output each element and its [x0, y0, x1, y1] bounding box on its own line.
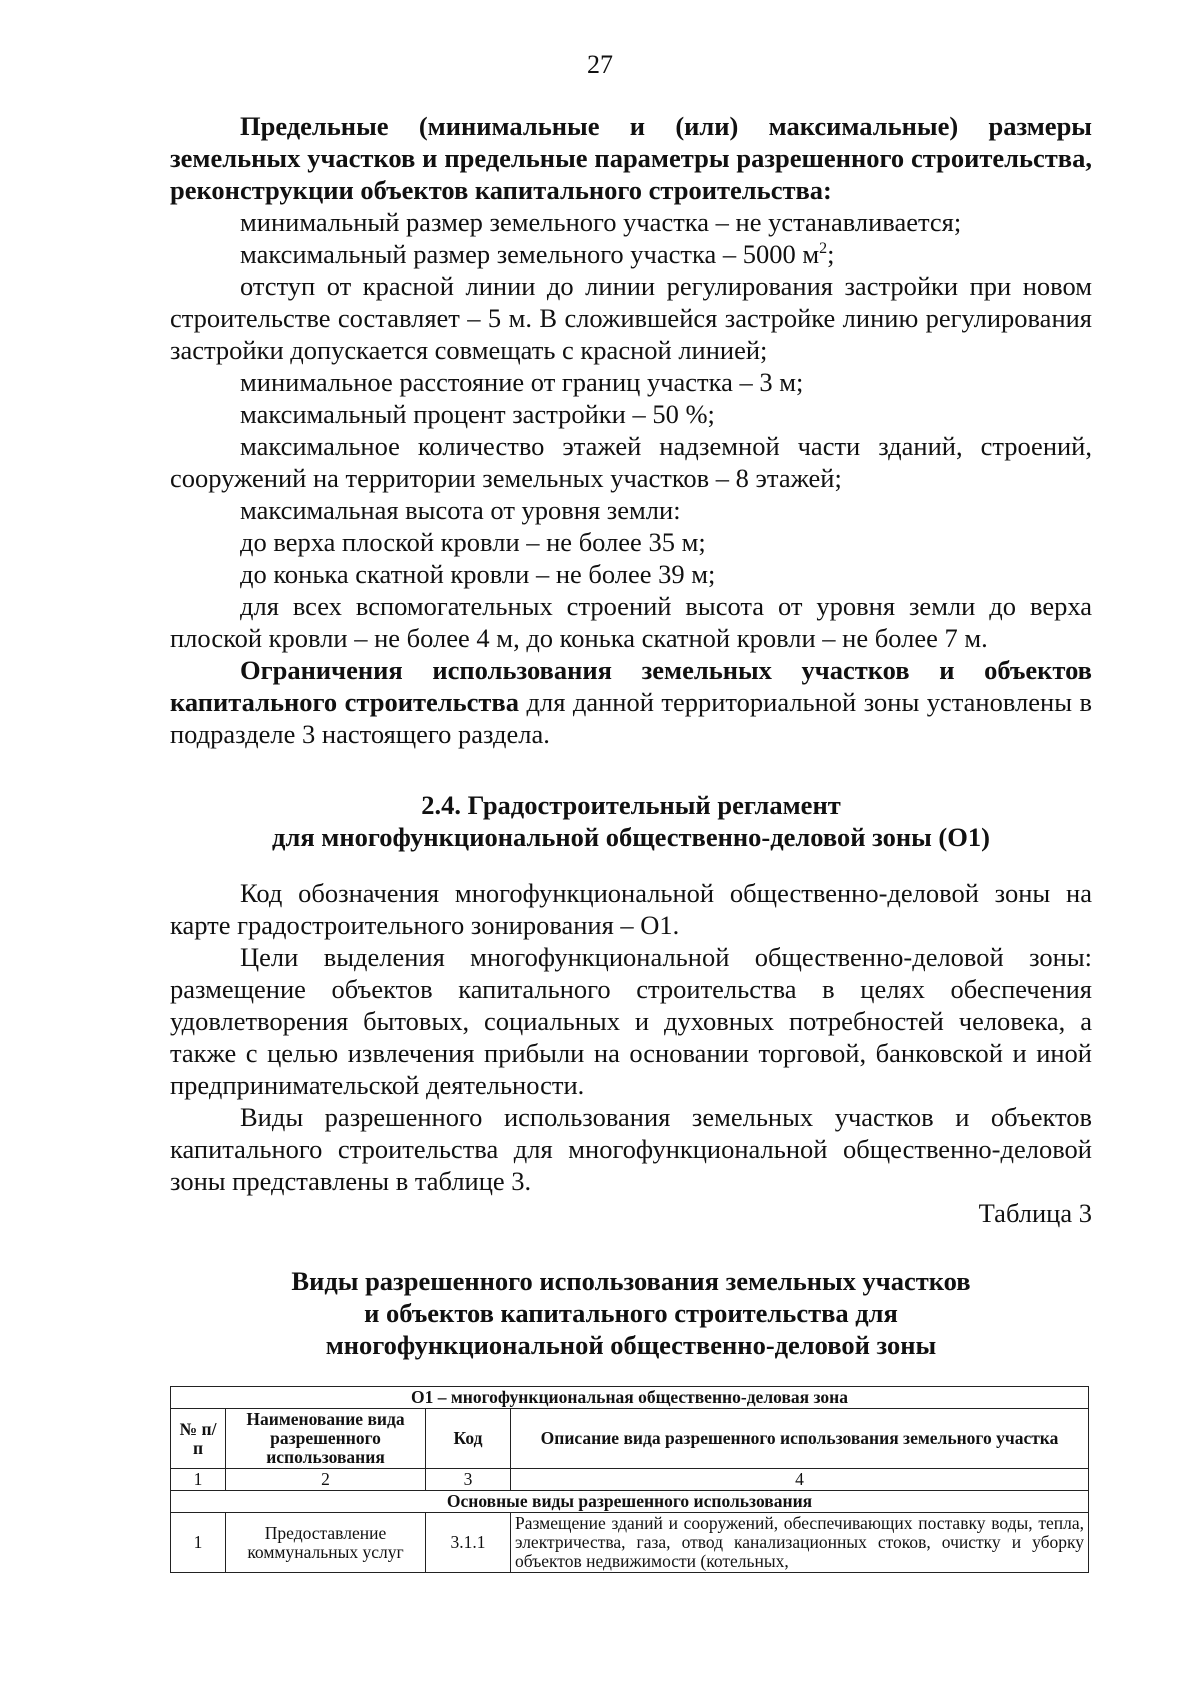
row-code: 3.1.1 — [426, 1513, 511, 1573]
limits-max-size-text: максимальный размер земельного участка – 5000 м — [240, 239, 820, 269]
table-caption-line2: и объектов капитального строительства для — [364, 1298, 898, 1328]
zone-table — [170, 1386, 1089, 1573]
group-row — [171, 1491, 1089, 1513]
restrictions-rest: для данной территориальной зоны установлены в подразделе 3 настоящего раздела. — [170, 687, 1092, 749]
limits-max-size — [170, 238, 1092, 270]
zone-header-cell: О1 – многофункциональная общественно-деловая зона — [171, 1387, 1089, 1409]
col-header-name: Наименование вида разрешенного использования — [226, 1409, 426, 1469]
table-caption-line1: Виды разрешенного использования земельных участков — [291, 1266, 971, 1296]
col-index-4: 4 — [511, 1469, 1089, 1491]
col-header-code: Код — [426, 1409, 511, 1469]
row-num: 1 — [171, 1513, 226, 1573]
limits-heading: Предельные (минимальные и (или) максимальные) размеры земельных участков и предельные параметры разрешенного строительства, реконструкции объектов капитального строительства: — [170, 111, 1092, 205]
column-header-row — [171, 1409, 1089, 1469]
zone-header-row — [171, 1387, 1089, 1409]
para-zone-goals: Цели выделения многофункциональной общественно-деловой зоны: размещение объектов капитального строительства в целях обеспечения удовлетворения бытовых, социальных и духовных потребностей человека, а также с целью извлечения прибыли на основании торговой, банковской и иной предпринимательской деятельности. — [170, 942, 1092, 1100]
limits-max-floors: максимальное количество этажей надземной части зданий, строений, сооружений на территории земельных участков – 8 этажей; — [170, 431, 1092, 493]
limits-max-size-semicolon: ; — [827, 239, 835, 269]
row-desc: Размещение зданий и сооружений, обеспечивающих поставку воды, тепла, электричества, газа, отвод канализационных стоков, очистку и уборку объектов недвижимости (котельных, — [511, 1513, 1089, 1573]
group-main-cell: Основные виды разрешенного использования — [171, 1491, 1089, 1513]
row-name: Предоставление коммунальных услуг — [226, 1513, 426, 1573]
restrictions-bold: Ограничения использования земельных участков и объектов капитального строительства — [170, 655, 1092, 717]
superscript-2: 2 — [819, 240, 828, 257]
col-index-3: 3 — [426, 1469, 511, 1491]
limits-auxiliary: для всех вспомогательных строений высота от уровня земли до верха плоской кровли – не более 4 м, до конька скатной кровли – не более 7 м. — [170, 591, 1092, 653]
section-title — [170, 789, 1092, 853]
para-zone-types: Виды разрешенного использования земельных участков и объектов капитального строительства для многофункциональной общественно-деловой зоны представлены в таблице 3. — [170, 1102, 1092, 1196]
document-body — [170, 110, 1092, 1573]
table-wrapper — [170, 1386, 1092, 1573]
restrictions-paragraph — [170, 654, 1092, 750]
col-index-1: 1 — [171, 1469, 226, 1491]
limits-min-distance: минимальное расстояние от границ участка – 3 м; — [240, 367, 804, 397]
table-label: Таблица 3 — [978, 1198, 1092, 1228]
page-number: 27 — [587, 50, 613, 79]
section-title-line2: для многофункциональной общественно-деловой зоны (О1) — [272, 822, 990, 852]
table-row — [171, 1513, 1089, 1573]
limits-max-percent: максимальный процент застройки – 50 %; — [240, 399, 715, 429]
col-index-2: 2 — [226, 1469, 426, 1491]
limits-max-height: максимальная высота от уровня земли: — [240, 495, 681, 525]
limits-min-size: минимальный размер земельного участка – не устанавливается; — [240, 207, 962, 237]
limits-setback: отступ от красной линии до линии регулирования застройки при новом строительстве составляет – 5 м. В сложившейся застройке линию регулирования застройки допускается совмещать с красной линией; — [170, 271, 1092, 365]
table-caption — [170, 1265, 1092, 1361]
column-index-row — [171, 1469, 1089, 1491]
para-zone-code: Код обозначения многофункциональной общественно-деловой зоны на карте градостроительного зонирования – О1. — [170, 878, 1092, 940]
limits-flat-roof: до верха плоской кровли – не более 35 м; — [240, 527, 706, 557]
col-header-num: № п/п — [171, 1409, 226, 1469]
table-caption-line3: многофункциональной общественно-деловой зоны — [325, 1330, 937, 1360]
col-header-desc: Описание вида разрешенного использования земельного участка — [511, 1409, 1089, 1469]
section-title-line1: 2.4. Градостроительный регламент — [421, 790, 841, 820]
limits-pitched-roof: до конька скатной кровли – не более 39 м; — [240, 559, 716, 589]
